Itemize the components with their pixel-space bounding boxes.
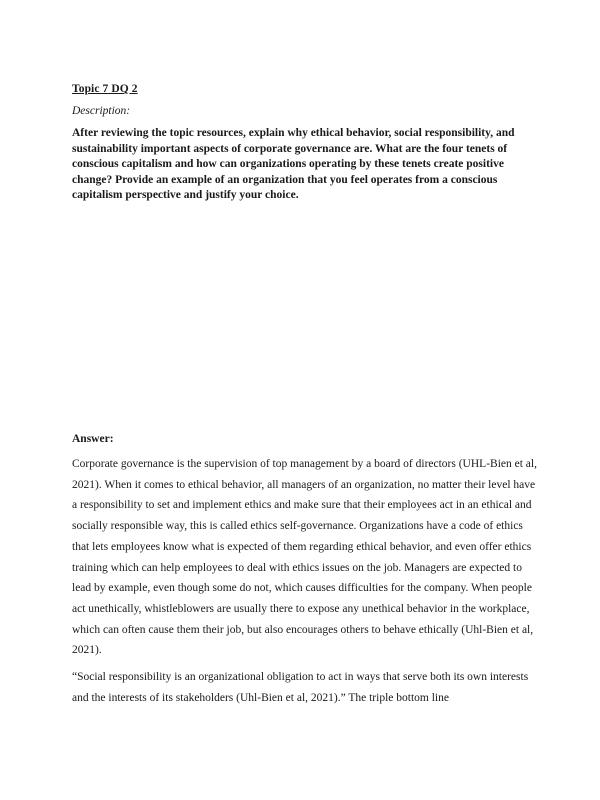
answer-paragraph-2: “Social responsibility is an organizational obligation to act in ways that serve both its own interests and the interests of its stakeholders (Uhl-Bien et al, 2021).” The triple bottom line xyxy=(72,671,529,704)
question-text: After reviewing the topic resources, explain why ethical behavior, social responsibility, and sustainability important aspects of corporate governance are. What are the four tenets of conscious capitalism and how can organizations operating by these tenets create positive change? Provide an example of an organization that you feel operates from a conscious capitalism perspective and justify your choice. xyxy=(72,127,515,201)
answer-paragraph-1: Corporate governance is the supervision of top management by a board of directors (UHL-Bien et al, 2021). When it comes to ethical behavior, all managers of an organization, no matter their level have a responsibility to set and implement ethics and make sure that their employees act in an ethical and socially responsible way, this is called ethics self-governance. Organizations have a code of ethics that lets employees know what is expected of them regarding ethical behavior, and even offer ethics training which can help employees to deal with ethics issues on the job. Managers are expected to lead by example, even though some do not, which causes difficulties for the company. When people act unethically, whistleblowers are usually there to expose any unethical behavior in the workplace, which can often cause them their job, but also encourages others to behave ethically (Uhl-Bien et al, 2021). xyxy=(72,458,537,657)
topic-title: Topic 7 DQ 2 xyxy=(72,83,138,95)
answer-label: Answer: xyxy=(72,433,114,445)
description-label: Description: xyxy=(72,105,131,117)
answer-body xyxy=(72,454,542,714)
